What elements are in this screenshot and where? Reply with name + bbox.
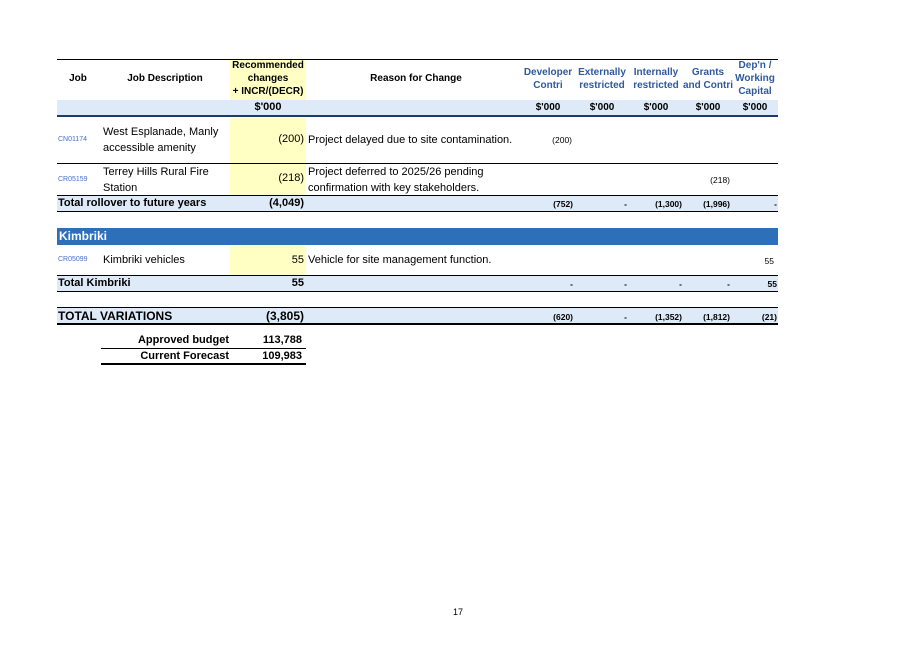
total-variations-developer: (620): [553, 312, 573, 322]
total-kimbriki-label: Total Kimbriki: [58, 277, 131, 289]
total-variations-label: TOTAL VARIATIONS: [58, 309, 173, 323]
total-rollover-label: Total rollover to future years: [58, 197, 207, 209]
units-depn: $'000: [742, 102, 768, 113]
total-variations-change: (3,805): [265, 309, 304, 323]
table-row-change: (200): [278, 133, 304, 145]
header-recommended: Recommended changes + INCR/(DECR): [232, 60, 304, 97]
total-kimbriki-bottom-rule: [57, 291, 778, 292]
header-reason: Reason for Change: [370, 73, 462, 84]
header-grants: Grants and Contri: [683, 67, 733, 91]
table-row-reason: Vehicle for site management function.: [308, 254, 492, 266]
total-kimbriki-top-rule: [57, 275, 778, 276]
approved-budget-value: 113,788: [262, 334, 302, 346]
total-variations-top-rule: [57, 307, 778, 308]
total-variations-externally: -: [624, 312, 627, 322]
total-kimbriki-change: 55: [291, 277, 304, 289]
table-row-grants: (218): [710, 175, 730, 185]
header-depn: Dep'n / Working Capital: [735, 60, 775, 97]
total-rollover-externally: -: [624, 199, 627, 209]
total-kimbriki-internally: -: [679, 279, 682, 289]
total-kimbriki-developer: -: [570, 279, 573, 289]
table-row-description: Kimbriki vehicles: [103, 254, 185, 266]
total-variations-internally: (1,352): [655, 312, 682, 322]
table-row-reason: Project deferred to 2025/26 pending confirmation with key stakeholders.: [308, 166, 484, 194]
table-row-reason: Project delayed due to site contamination.: [308, 134, 513, 146]
table-row-description: West Esplanade, Manly accessible amenity: [103, 126, 219, 154]
total-rollover-internally: (1,300): [655, 199, 682, 209]
current-forecast-label: Current Forecast: [140, 350, 229, 362]
total-rollover-bottom-rule: [57, 211, 778, 212]
total-rollover-change: (4,049): [269, 197, 304, 209]
units-internally: $'000: [643, 102, 669, 113]
page-number: 17: [452, 607, 463, 617]
table-row-description: Terrey Hills Rural Fire Station: [103, 166, 209, 194]
header-externally: Externally restricted: [578, 67, 626, 91]
units-developer: $'000: [535, 102, 561, 113]
header-internally: Internally restricted: [633, 67, 679, 91]
total-rollover-top-rule: [57, 195, 778, 196]
total-rollover-grants: (1,996): [703, 199, 730, 209]
total-variations-grants: (1,812): [703, 312, 730, 322]
units-rec: $'000: [254, 101, 282, 113]
table-row-code: CR05159: [58, 176, 88, 183]
total-variations-depn: (21): [761, 312, 777, 322]
kimbriki-section-title: Kimbriki: [59, 229, 108, 243]
table-row-code: CR05099: [58, 256, 88, 263]
units-grants: $'000: [695, 102, 721, 113]
table-top-rule: [57, 59, 778, 60]
kimbriki-section-band: [57, 228, 778, 245]
units-bottom-rule: [57, 115, 778, 117]
total-kimbriki-depn: 55: [767, 279, 777, 289]
table-row-depn: 55: [764, 256, 774, 266]
total-variations-bottom-rule: [57, 323, 778, 325]
total-kimbriki-externally: -: [624, 279, 627, 289]
total-rollover-depn: -: [774, 199, 777, 209]
table-row-change: (218): [278, 172, 304, 184]
approved-budget-rule: [101, 348, 306, 349]
approved-budget-label: Approved budget: [137, 334, 229, 346]
total-kimbriki-grants: -: [727, 279, 730, 289]
table-row-code: CN01174: [58, 136, 88, 143]
total-rollover-developer: (752): [553, 199, 573, 209]
table-row-developer: (200): [552, 135, 572, 145]
current-forecast-rule: [101, 363, 306, 365]
table-row-change: 55: [291, 254, 304, 266]
units-externally: $'000: [589, 102, 615, 113]
header-job: Job: [69, 73, 87, 84]
header-job-description: Job Description: [127, 73, 203, 84]
current-forecast-value: 109,983: [262, 350, 302, 362]
header-developer: Developer Contri: [523, 67, 573, 91]
